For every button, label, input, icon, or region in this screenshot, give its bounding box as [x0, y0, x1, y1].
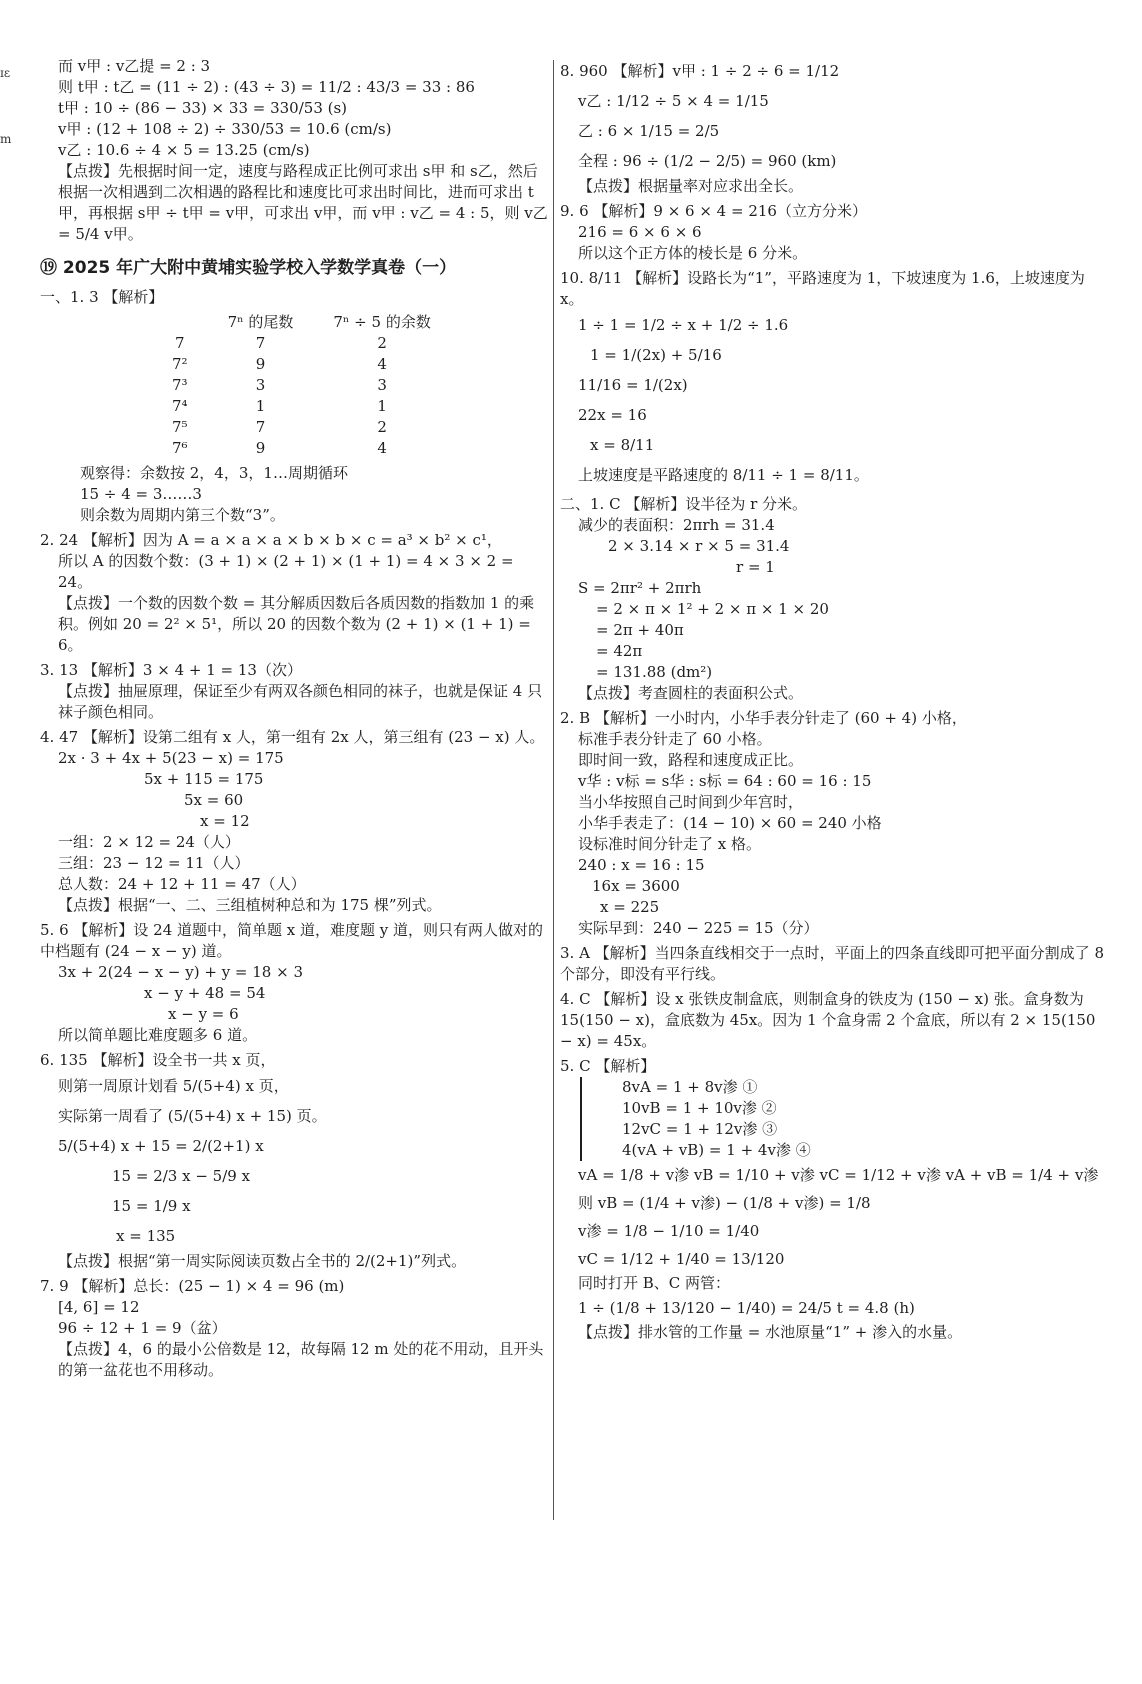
table-cell: 7² — [172, 355, 188, 373]
table-cell: 3 — [255, 376, 266, 394]
solution-line: 3. A 【解析】当四条直线相交于一点时，平面上的四条直线即可把平面分割成了 8 个部分，即没有平行线。 — [560, 944, 1104, 983]
equation-line: S = 2πr² + 2πrh — [578, 579, 702, 597]
table-row — [152, 417, 451, 438]
right-column — [560, 56, 1108, 1343]
table-cell: 7 — [255, 334, 266, 352]
solution-line: 2. 24 【解析】因为 A = a × a × a × b × b × c = a³ × b² × c¹， — [40, 531, 502, 549]
equation-line: x = 225 — [600, 898, 660, 916]
equation-line: 3x + 2(24 − x − y) + y = 18 × 3 — [58, 963, 304, 981]
equation-system — [580, 1077, 1108, 1161]
solution-line: 所以这个正方体的棱长是 6 分米。 — [578, 244, 808, 262]
solution-line: 小华手表走了：(14 − 10) × 60 = 240 小格 — [578, 814, 882, 832]
solution-line: 所以 A 的因数个数：(3 + 1) × (2 + 1) × (1 + 1) = 4 × 3 × 2 = 24。 — [58, 552, 514, 591]
solution-line: 则 t甲 : t乙 = (11 ÷ 2) : (43 ÷ 3) = 11/2 : 43/3 = 33 : 86 — [58, 78, 475, 96]
solution-line: 当小华按照自己时间到少年宫时， — [578, 793, 804, 811]
table-header — [152, 312, 208, 333]
equation-line: 16x = 3600 — [592, 877, 680, 895]
margin-fragment: ɪɛ — [0, 66, 11, 80]
solution-line: 则第一周原计划看 5/(5+4) x 页， — [58, 1077, 289, 1095]
equation-line: x = 8/11 — [590, 436, 655, 454]
equation-line: 5x = 60 — [184, 791, 244, 809]
question-7 — [40, 1276, 552, 1381]
question-6 — [40, 1050, 552, 1272]
tip-paragraph: 【点拨】先根据时间一定，速度与路程成正比例可求出 s甲 和 s乙，然后根据一次相遇到二次相遇的路程比和速度比可求出时间比，进而可求出 t甲，再根据 s甲 ÷ t甲 = v甲，可求出 v甲，而 v甲 : v乙 = 4 : 5，则 v乙 = 5/4 v甲。 — [58, 162, 548, 243]
prev-solution-tail — [40, 56, 552, 245]
column-divider — [553, 60, 554, 1520]
table-cell: 7 — [175, 334, 185, 352]
solution-line: 观察得：余数按 2，4，3，1…周期循环 — [80, 464, 348, 482]
question-2 — [40, 530, 552, 656]
solution-line: t甲 : 10 ÷ (86 − 33) × 33 = 330/53 (s) — [58, 99, 348, 117]
question-head: 5. C 【解析】 — [560, 1057, 656, 1075]
solution-line: 1 ÷ (1/8 + 13/120 − 1/40) = 24/5 t = 4.8 (h) — [578, 1299, 915, 1317]
equation-line: 1 ÷ 1 = 1/2 ÷ x + 1/2 ÷ 1.6 — [578, 316, 789, 334]
equation-line: 2 × 3.14 × r × 5 = 31.4 — [608, 537, 790, 555]
equation-line: 8vA = 1 + 8v渗 ① — [622, 1078, 758, 1096]
equation-line: 240 : x = 16 : 15 — [578, 856, 705, 874]
table-cell: 7⁴ — [172, 397, 188, 415]
table-row — [152, 438, 451, 459]
table-cell: 2 — [377, 418, 387, 436]
equation-line: 22x = 16 — [578, 406, 647, 424]
equation-line: 15 = 2/3 x − 5/9 x — [112, 1167, 251, 1185]
tip-paragraph: 【点拨】根据“第一周实际阅读页数占全书的 2/(2+1)”列式。 — [58, 1252, 467, 1270]
question-5 — [40, 920, 552, 1046]
tip-line: 【点拨】考查圆柱的表面积公式。 — [578, 684, 804, 702]
equation-line: = 42π — [596, 642, 643, 660]
solution-line: vC = 1/12 + 1/40 = 13/120 — [578, 1250, 785, 1268]
solution-line: 乙 : 6 × 1/15 = 2/5 — [578, 122, 720, 140]
solution-line: 全程 : 96 ÷ (1/2 − 2/5) = 960 (km) — [578, 152, 837, 170]
table-cell: 7⁶ — [172, 439, 188, 457]
solution-line: v乙 : 10.6 ÷ 4 × 5 = 13.25 (cm/s) — [58, 141, 310, 159]
question-4 — [40, 727, 552, 916]
equation-line: 1 = 1/(2x) + 5/16 — [590, 346, 722, 364]
solution-line: 减少的表面积：2πrh = 31.4 — [578, 516, 775, 534]
tip-paragraph: 【点拨】抽屉原理，保证至少有两双各颜色相同的袜子，也就是保证 4 只袜子颜色相同。 — [58, 682, 543, 721]
table-cell: 4 — [377, 355, 387, 373]
solution-line: 则余数为周期内第三个数“3”。 — [80, 506, 285, 524]
section2-question-3 — [560, 943, 1108, 985]
solution-line: 7. 9 【解析】总长：(25 − 1) × 4 = 96 (m) — [40, 1277, 345, 1295]
equation-line: = 2π + 40π — [596, 621, 684, 639]
solution-line: 4. C 【解析】设 x 张铁皮制盒底，则制盒身的铁皮为 (150 − x) 张。盒身数为 15(150 − x)，盒底数为 45x。因为 1 个盒身需 2 个盒底，所以有 2 × 15(150 − x) = 45x。 — [560, 990, 1096, 1050]
solution-line: v华 : v标 = s华 : s标 = 64 : 60 = 16 : 15 — [578, 772, 872, 790]
margin-fragment: m — [0, 132, 12, 146]
solution-line: vA = 1/8 + v渗 vB = 1/10 + v渗 vC = 1/12 + v渗 vA + vB = 1/4 + v渗 — [578, 1166, 1099, 1184]
solution-line: v渗 = 1/8 − 1/10 = 1/40 — [578, 1222, 760, 1240]
section2-question-4 — [560, 989, 1108, 1052]
equation-line: x = 12 — [200, 812, 250, 830]
table-row — [152, 354, 451, 375]
table-cell: 9 — [255, 439, 266, 457]
tip-line: 【点拨】根据量率对应求出全长。 — [578, 177, 804, 195]
equation-line: r = 1 — [736, 558, 775, 576]
solution-line: 标准手表分针走了 60 小格。 — [578, 730, 772, 748]
section2-question-2 — [560, 708, 1108, 939]
solution-line: 实际早到：240 − 225 = 15（分） — [578, 919, 819, 937]
solution-line: 9. 6 【解析】9 × 6 × 4 = 216（立方分米） — [560, 202, 867, 220]
solution-line: 二、1. C 【解析】设半径为 r 分米。 — [560, 495, 808, 513]
question-9 — [560, 201, 1108, 264]
solution-line: v乙 : 1/12 ÷ 5 × 4 = 1/15 — [578, 92, 769, 110]
table-header: 7ⁿ 的尾数 — [227, 313, 294, 331]
solution-line: 即时间一致，路程和速度成正比。 — [578, 751, 804, 769]
table-row — [152, 396, 451, 417]
equation-line: x − y = 6 — [168, 1005, 239, 1023]
equation-line: 12vC = 1 + 12v渗 ③ — [622, 1120, 778, 1138]
equation-line: 5x + 115 = 175 — [144, 770, 264, 788]
solution-line: 3. 13 【解析】3 × 4 + 1 = 13（次） — [40, 661, 302, 679]
table-cell: 7 — [255, 418, 266, 436]
solution-line: 10. 8/11 【解析】设路长为“1”，平路速度为 1，下坡速度为 1.6，上坡速度为 x。 — [560, 269, 1085, 308]
section2-question-5 — [560, 1056, 1108, 1343]
table-cell: 7³ — [172, 376, 188, 394]
question-8 — [560, 56, 1108, 197]
solution-line: 2. B 【解析】一小时内，小华手表分针走了 (60 + 4) 小格， — [560, 709, 967, 727]
table-cell: 1 — [377, 397, 387, 415]
tip-paragraph: 【点拨】一个数的因数个数 = 其分解质因数后各质因数的指数加 1 的乘积。例如 20 = 2² × 5¹，所以 20 的因数个数为 (2 + 1) × (1 + 1) = 6。 — [58, 594, 535, 654]
solution-line: 总人数：24 + 12 + 11 = 47（人） — [58, 875, 306, 893]
solution-line: 96 ÷ 12 + 1 = 9（盆） — [58, 1319, 227, 1337]
solution-line: 设标准时间分针走了 x 格。 — [578, 835, 761, 853]
solution-line: v甲 : (12 + 108 ÷ 2) ÷ 330/53 = 10.6 (cm/s) — [58, 120, 392, 138]
solution-line: 6. 135 【解析】设全书一共 x 页， — [40, 1051, 276, 1069]
equation-line: = 2 × π × 1² + 2 × π × 1 × 20 — [596, 600, 829, 618]
solution-line: 上坡速度是平路速度的 8/11 ÷ 1 = 8/11。 — [578, 466, 869, 484]
equation-line: 15 = 1/9 x — [112, 1197, 191, 1215]
question-head: 一、1. 3 【解析】 — [40, 288, 164, 306]
solution-line: [4, 6] = 12 — [58, 1298, 140, 1316]
question-1 — [40, 287, 552, 526]
table-cell: 4 — [377, 439, 387, 457]
table-cell: 7⁵ — [172, 418, 188, 436]
equation-line: 2x · 3 + 4x + 5(23 − x) = 175 — [58, 749, 284, 767]
section2-question-1 — [560, 494, 1108, 704]
equation-line: 4(vA + vB) = 1 + 4v渗 ④ — [622, 1141, 811, 1159]
solution-line: 则 vB = (1/4 + v渗) − (1/8 + v渗) = 1/8 — [578, 1194, 871, 1212]
table-cell: 3 — [377, 376, 387, 394]
equation-line: 11/16 = 1/(2x) — [578, 376, 688, 394]
left-column — [40, 56, 552, 1381]
solution-line: 三组：23 − 12 = 11（人） — [58, 854, 250, 872]
tip-line: 【点拨】排水管的工作量 = 水池原量“1” + 渗入的水量。 — [578, 1323, 963, 1341]
table-cell: 2 — [377, 334, 387, 352]
solution-line: 一组：2 × 12 = 24（人） — [58, 833, 240, 851]
solution-line: 实际第一周看了 (5/(5+4) x + 15) 页。 — [58, 1107, 327, 1125]
equation-line: 10vB = 1 + 10v渗 ② — [622, 1099, 777, 1117]
question-3 — [40, 660, 552, 723]
tip-paragraph: 【点拨】4，6 的最小公倍数是 12，故每隔 12 m 处的花不用动，且开头的第一盆花也不用移动。 — [58, 1340, 544, 1379]
solution-line: 同时打开 B、C 两管： — [578, 1274, 731, 1292]
table-header: 7ⁿ ÷ 5 的余数 — [333, 313, 431, 331]
table-cell: 1 — [255, 397, 266, 415]
equation-line: x = 135 — [116, 1227, 176, 1245]
solution-line: 15 ÷ 4 = 3……3 — [80, 485, 202, 503]
solution-line: 4. 47 【解析】设第二组有 x 人，第一组有 2x 人，第三组有 (23 − x) 人。 — [40, 728, 545, 746]
table-header-row — [152, 312, 451, 333]
question-10 — [560, 268, 1108, 490]
solution-line: 而 v甲 : v乙提 = 2 : 3 — [58, 57, 211, 75]
solution-line: 所以简单题比难度题多 6 道。 — [58, 1026, 258, 1044]
solution-line: 5. 6 【解析】设 24 道题中，简单题 x 道，难度题 y 道，则只有两人做对的中档题有 (24 − x − y) 道。 — [40, 921, 544, 960]
equation-line: 5/(5+4) x + 15 = 2/(2+1) x — [58, 1137, 264, 1155]
table-row — [152, 375, 451, 396]
table-cell: 9 — [255, 355, 266, 373]
table-row — [152, 333, 451, 354]
solution-line: 8. 960 【解析】v甲 : 1 ÷ 2 ÷ 6 = 1/12 — [560, 62, 840, 80]
remainder-table — [152, 312, 451, 459]
equation-line: x − y + 48 = 54 — [144, 984, 266, 1002]
section-title: ⑲ 2025 年广大附中黄埔实验学校入学数学真卷（一） — [40, 258, 457, 278]
equation-line: = 131.88 (dm²) — [596, 663, 713, 681]
solution-line: 216 = 6 × 6 × 6 — [578, 223, 702, 241]
tip-line: 【点拨】根据“一、二、三组植树种总和为 175 棵”列式。 — [58, 896, 442, 914]
